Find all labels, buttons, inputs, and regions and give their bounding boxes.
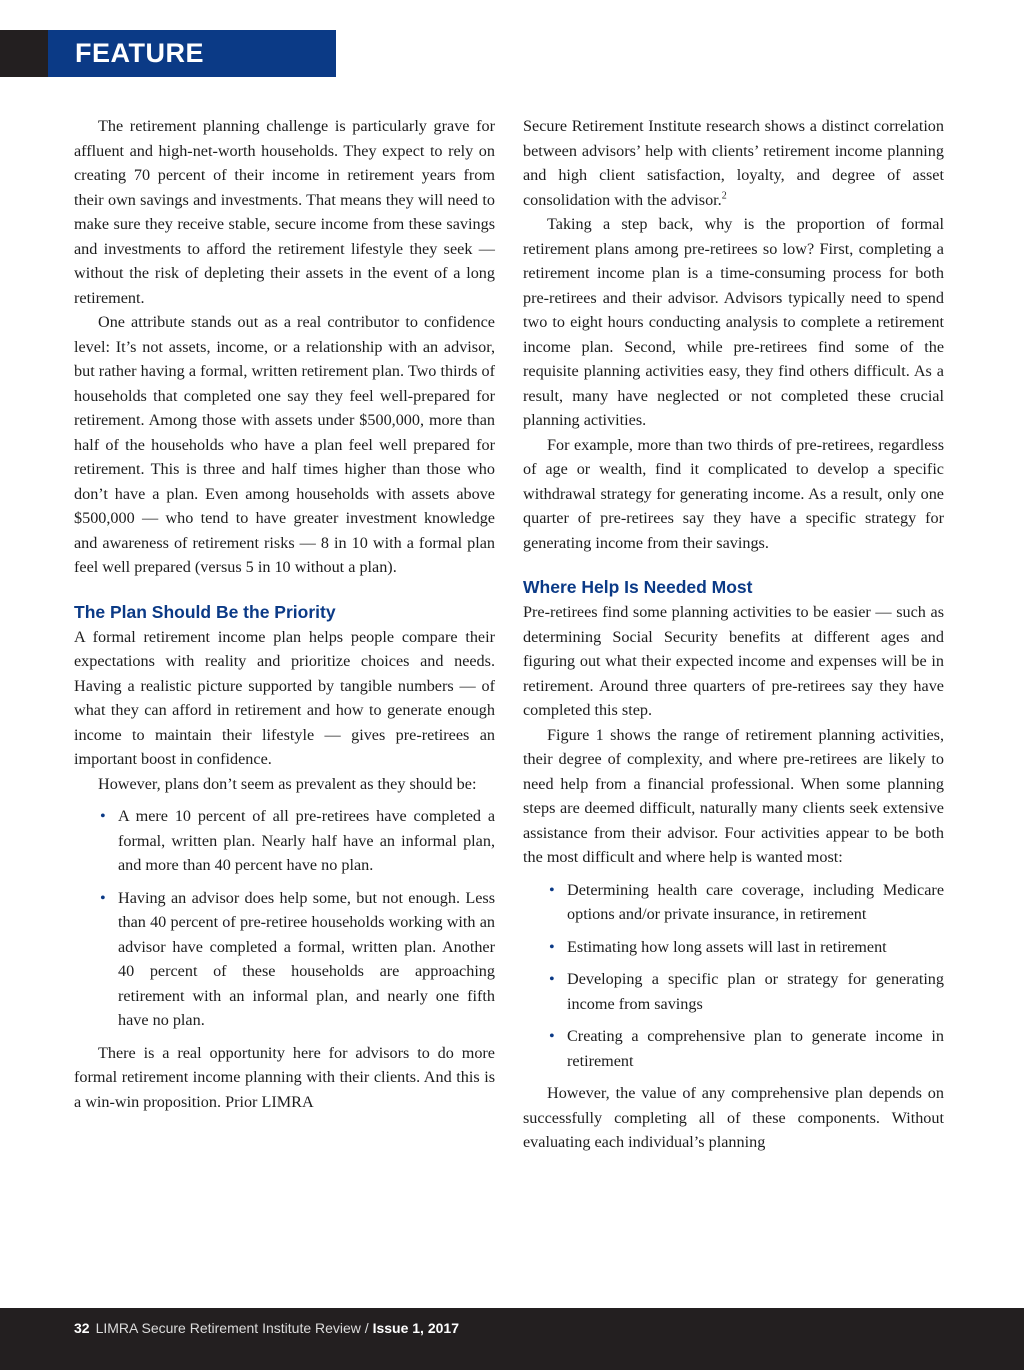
bullet-list xyxy=(523,878,944,1074)
paragraph: Figure 1 shows the range of retirement planning activities, their degree of complexity, and where pre-retirees are likely to need help from a financial professional. When some planning steps are deemed difficult, naturally many clients seek extensive assistance from their advisor. Four activities appear to be both the most difficult and where help is wanted most: xyxy=(523,725,944,866)
right-column xyxy=(523,114,944,1155)
paragraph-text: Secure Retirement Institute research shows a distinct correlation between advisors’ help with clients’ retirement income planning and high client satisfaction, loyalty, and degree of asset consolidation with the advisor. xyxy=(523,117,944,209)
list-item: • Creating a comprehensive plan to generate income in retirement xyxy=(567,1024,944,1073)
issue-label: Issue 1, 2017 xyxy=(372,1320,459,1336)
paragraph: A formal retirement income plan helps people compare their expectations with reality and prioritize choices and needs. Having a realistic picture supported by tangible numbers — of what they can afford in retirement and how to generate enough income to maintain their lifestyle — gives pre-retirees an important boost in confidence. xyxy=(74,627,495,768)
paragraph xyxy=(523,114,944,212)
section-heading: Where Help Is Needed Most xyxy=(523,577,753,597)
bullet-list xyxy=(74,804,495,1033)
page-number: 32 xyxy=(74,1320,90,1336)
footer-bar xyxy=(0,1308,1024,1370)
paragraph: The retirement planning challenge is particularly grave for affluent and high-net-worth households. They expect to rely on creating 70 percent of their income in retirement years from their own savings and investments. That means they will need to make sure they receive stable, secure income from these savings and investments to afford the retirement lifestyle they seek — without the risk of depleting their assets in the event of a long retirement. xyxy=(74,117,495,307)
list-item: • Determining health care coverage, including Medicare options and/or private insurance, in retirement xyxy=(567,878,944,927)
left-column xyxy=(74,114,495,1114)
footer-text xyxy=(74,1319,459,1337)
paragraph: For example, more than two thirds of pre-retirees, regardless of age or wealth, find it complicated to develop a specific withdrawal strategy for generating income. As a result, only one quarter of pre-retirees say they have a specific strategy for generating income from their savings. xyxy=(523,435,944,552)
list-item: • Developing a specific plan or strategy for generating income from savings xyxy=(567,967,944,1016)
section-heading: The Plan Should Be the Priority xyxy=(74,601,336,622)
list-item: • Having an advisor does help some, but not enough. Less than 40 percent of pre-retiree households working with an advisor have completed a formal, written plan. Another 40 percent of these households are approaching retirement with an informal plan, and nearly one fifth have no plan. xyxy=(118,886,495,1033)
paragraph: One attribute stands out as a real contributor to confidence level: It’s not assets, income, or a relationship with an advisor, but rather having a formal, written retirement plan. Two thirds of households that completed one say they feel well-prepared for retirement. Among those with assets under $500,000, more than half of the households who have a plan feel well prepared for retirement. This is three and half times higher than those who don’t have a plan. Even among households with assets above $500,000 — who tend to have greater investment knowledge and awareness of retirement risks — 8 in 10 with a formal plan feel well prepared (versus 5 in 10 without a plan). xyxy=(74,313,495,576)
header-dark-block xyxy=(0,30,48,77)
list-item: • Estimating how long assets will last in retirement xyxy=(567,935,944,960)
paragraph: Taking a step back, why is the proportion of formal retirement plans among pre-retirees so low? First, completing a retirement income plan is a time-consuming process for both pre-retirees and their advisor. Advisors typically need to spend two to eight hours conducting analysis to complete a retirement income plan. Second, while pre-retirees find some of the requisite planning activities easy, they find others difficult. As a result, many have neglected or not completed these crucial planning activities. xyxy=(523,215,944,429)
list-item: • A mere 10 percent of all pre-retirees have completed a formal, written plan. Nearly half have an informal plan, and more than 40 percent have no plan. xyxy=(118,804,495,878)
publication-name: LIMRA Secure Retirement Institute Review / xyxy=(95,1320,373,1336)
paragraph: However, plans don’t seem as prevalent as they should be: xyxy=(98,774,477,793)
paragraph: However, the value of any comprehensive plan depends on successfully completing all of these components. Without evaluating each individual’s planning xyxy=(523,1084,944,1151)
section-label: FEATURE xyxy=(75,38,204,68)
paragraph: There is a real opportunity here for advisors to do more formal retirement income planning with their clients. And this is a win-win proposition. Prior LIMRA xyxy=(74,1043,495,1111)
paragraph: Pre-retirees find some planning activities to be easier — such as determining Social Security benefits at different ages and figuring out what their expected income and expenses will be in retirement. Around three quarters of pre-retirees say they have completed this step. xyxy=(523,603,944,719)
footnote-ref: 2 xyxy=(721,190,727,202)
